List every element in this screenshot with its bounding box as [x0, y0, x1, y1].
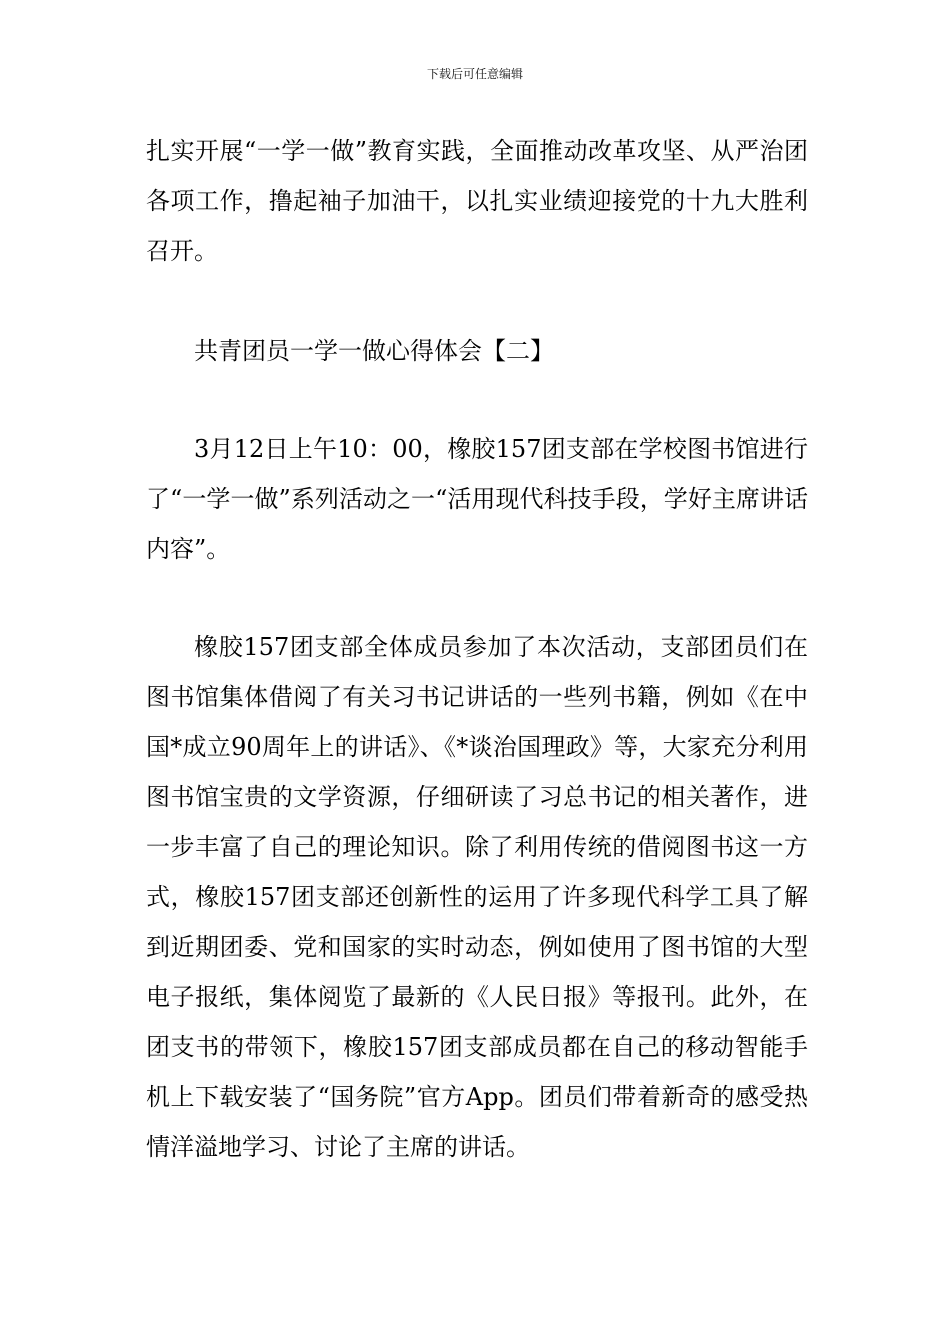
header-note: 下载后可任意编辑 [426, 67, 523, 81]
section-title: 共青团员一学一做心得体会【二】 [194, 337, 554, 365]
paragraph-1: 扎实开展“一学一做”教育实践，全面推动改革攻坚、从严治团各项工作，撸起袖子加油干，以扎实业绩迎接党的十九大胜利召开。 [146, 137, 808, 265]
paragraph-3: 橡胶157团支部全体成员参加了本次活动，支部团员们在图书馆集体借阅了有关习书记讲话的一些列书籍，例如《在中国*成立90周年上的讲话》、《*谈治国理政》等，大家充分利用图书馆宝贵的文学资源，仔细研读了习总书记的相关著作，进一步丰富了自己的理论知识。除了利用传统的借阅图书这一方式，橡胶157团支部还创新性的运用了许多现代科学工具了解到近期团委、党和国家的实时动态，例如使用了图书馆的大型电子报纸，集体阅览了最新的《人民日报》等报刊。此外，在团支书的带领下，橡胶157团支部成员都在自己的移动智能手机上下载安装了“国务院”官方App。团员们带着新奇的感受热情洋溢地学习、讨论了主席的讲话。 [146, 633, 808, 1161]
paragraph-2: 3月12日上午10：00，橡胶157团支部在学校图书馆进行了“一学一做”系列活动之一“活用现代科技手段，学好主席讲话内容”。 [146, 435, 808, 563]
